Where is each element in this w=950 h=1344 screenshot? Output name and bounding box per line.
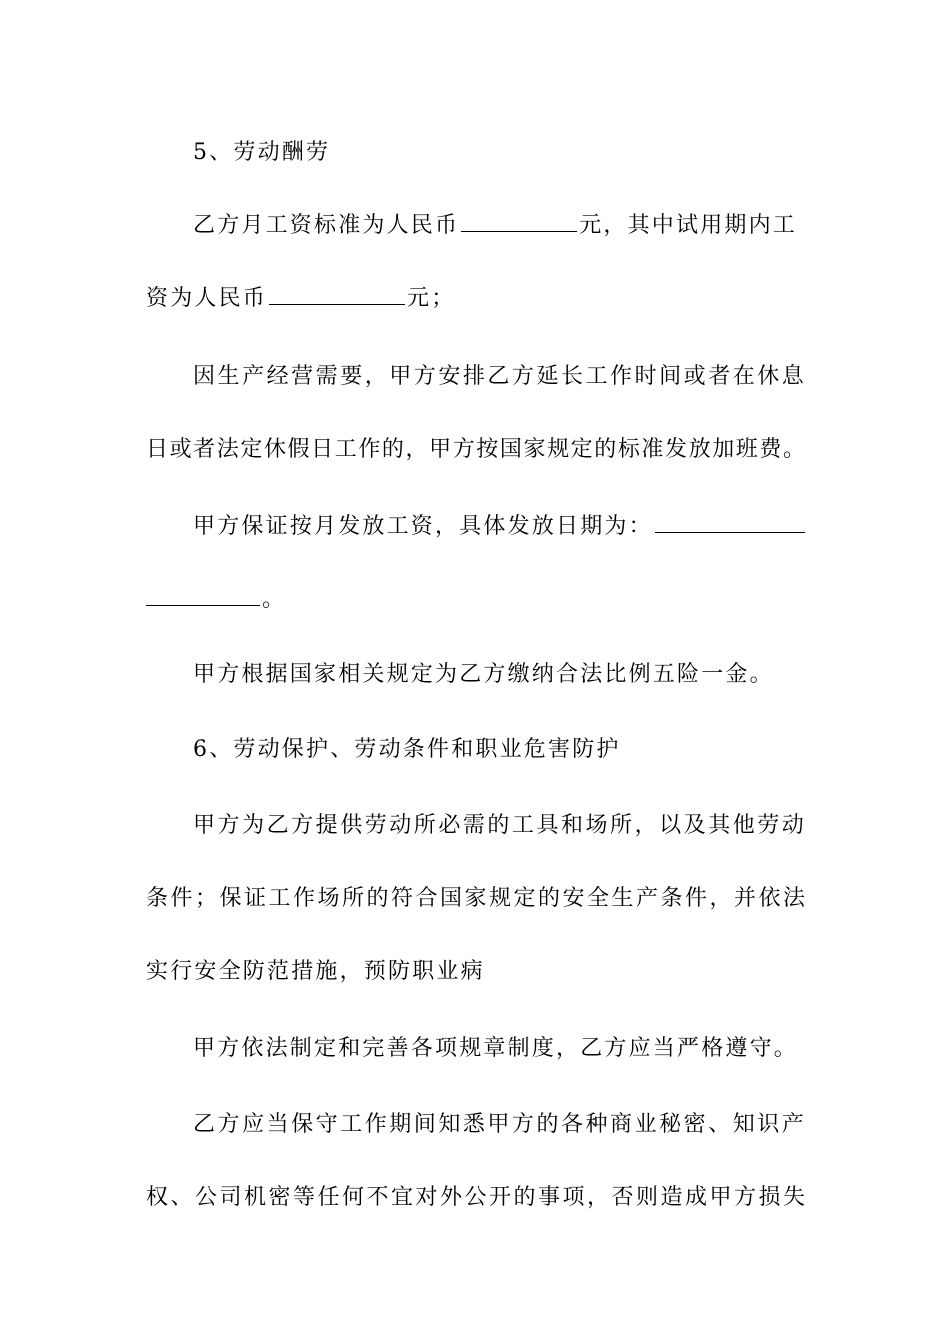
text-segment: 资为人民币 [146,286,268,311]
paragraph-line [193,512,806,542]
paragraph-line: 甲方依法制定和完善各项规章制度，乙方应当严格遵守。 [193,1036,799,1061]
paragraph-line [146,585,806,615]
paragraph-line: 实行安全防范措施，预防职业病 [146,959,485,984]
section-heading-5 [193,138,806,168]
text-segment: 元，其中试用期内工 [579,213,798,238]
text-segment: 。 [262,587,287,612]
section-heading-6: 6、劳动保护、劳动条件和职业危害防护 [193,737,621,762]
text-segment: 乙方月工资标准为人民币 [193,213,460,238]
paragraph-line: 条件；保证工作场所的符合国家规定的安全生产条件，并依法 [146,886,806,911]
paragraph-line: 因生产经营需要，甲方安排乙方延长工作时间或者在休息 [193,364,806,389]
fill-in-blank[interactable] [461,211,577,232]
text-segment: 甲方保证按月发放工资，具体发放日期为： [193,514,653,539]
heading-text: 5、劳动酬劳 [193,140,331,165]
fill-in-blank[interactable] [655,512,805,533]
text-segment: 元； [407,286,456,311]
paragraph-line [193,211,806,241]
paragraph-line: 甲方根据国家相关规定为乙方缴纳合法比例五险一金。 [193,662,774,687]
paragraph-line: 甲方为乙方提供劳动所必需的工具和场所，以及其他劳动 [193,813,806,838]
paragraph-line [146,284,806,314]
fill-in-blank[interactable] [269,284,405,305]
paragraph-line: 日或者法定休假日工作的，甲方按国家规定的标准发放加班费。 [146,437,806,462]
paragraph-line: 权、公司机密等任何不宜对外公开的事项，否则造成甲方损失 [146,1185,806,1210]
fill-in-blank[interactable] [146,585,260,606]
paragraph-line: 乙方应当保守工作期间知悉甲方的各种商业秘密、知识产 [193,1112,806,1137]
